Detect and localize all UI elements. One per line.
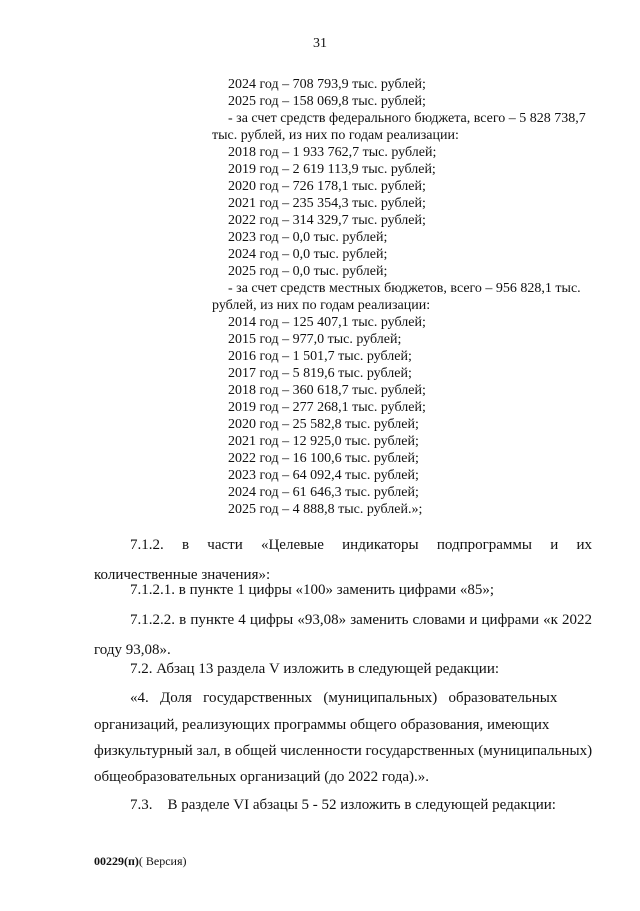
paragraph-text: 7.1.2.2. в пункте 4 цифры «93,08» заменить словами и цифрами «к 2022 году 93,08». [94,612,592,658]
budget-line: 2014 год – 125 407,1 тыс. рублей; [228,315,426,330]
budget-line: рублей, из них по годам реализации: [212,298,431,313]
budget-line: 2018 год – 1 933 762,7 тыс. рублей; [228,145,437,160]
budget-line: 2020 год – 25 582,8 тыс. рублей; [228,417,419,432]
budget-line: 2025 год – 158 069,8 тыс. рублей; [228,94,426,109]
budget-line: 2017 год – 5 819,6 тыс. рублей; [228,366,412,381]
paragraph-7-2 [94,654,592,684]
quote-line: организаций, реализующих программы общего образования, имеющих [94,717,550,733]
paragraph-7-3: 7.3. В разделе VI абзацы 5 - 52 изложить в следующей редакции: [130,797,556,813]
budget-line: 2021 год – 12 925,0 тыс. рублей; [228,434,419,449]
budget-line: 2021 год – 235 354,3 тыс. рублей; [228,196,426,211]
budget-line: 2025 год – 0,0 тыс. рублей; [228,264,388,279]
document-footer [94,854,187,869]
budget-line: - за счет средств федерального бюджета, всего – 5 828 738,7 [228,111,586,126]
budget-line: 2023 год – 0,0 тыс. рублей; [228,230,388,245]
budget-line: 2015 год – 977,0 тыс. рублей; [228,332,402,347]
paragraph-text: 7.1.2. в части «Целевые индикаторы подпрограммы и их количественные значения»: [94,537,592,583]
quote-line: общеобразовательных организаций (до 2022 года).». [94,769,430,785]
paragraph-text: 7.1.2.1. в пункте 1 цифры «100» заменить цифрами «85»; [130,582,495,598]
budget-line: 2024 год – 708 793,9 тыс. рублей; [228,77,426,92]
budget-line: 2019 год – 2 619 113,9 тыс. рублей; [228,162,436,177]
paragraph-7-1-2-1 [94,575,592,605]
quote-line: физкультурный зал, в общей численности государственных (муниципальных) [94,743,593,759]
budget-line: 2022 год – 16 100,6 тыс. рублей; [228,451,419,466]
quote-line: «4. Доля государственных (муниципальных) образовательных [130,690,558,706]
budget-line: 2016 год – 1 501,7 тыс. рублей; [228,349,412,364]
budget-line: 2023 год – 64 092,4 тыс. рублей; [228,468,419,483]
paragraph-text: 7.2. Абзац 13 раздела V изложить в следующей редакции: [130,661,500,677]
page-number: 31 [313,36,327,51]
budget-line: тыс. рублей, из них по годам реализации: [212,128,459,143]
document-code: 00229(п) [94,854,139,868]
budget-line: 2024 год – 61 646,3 тыс. рублей; [228,485,419,500]
document-version: ( Версия) [138,854,187,868]
budget-line: 2022 год – 314 329,7 тыс. рублей; [228,213,426,228]
budget-line: 2024 год – 0,0 тыс. рублей; [228,247,388,262]
budget-line: - за счет средств местных бюджетов, всего – 956 828,1 тыс. [228,281,581,296]
budget-line: 2020 год – 726 178,1 тыс. рублей; [228,179,426,194]
budget-line: 2025 год – 4 888,8 тыс. рублей.»; [228,502,423,517]
budget-line: 2019 год – 277 268,1 тыс. рублей; [228,400,426,415]
budget-line: 2018 год – 360 618,7 тыс. рублей; [228,383,426,398]
